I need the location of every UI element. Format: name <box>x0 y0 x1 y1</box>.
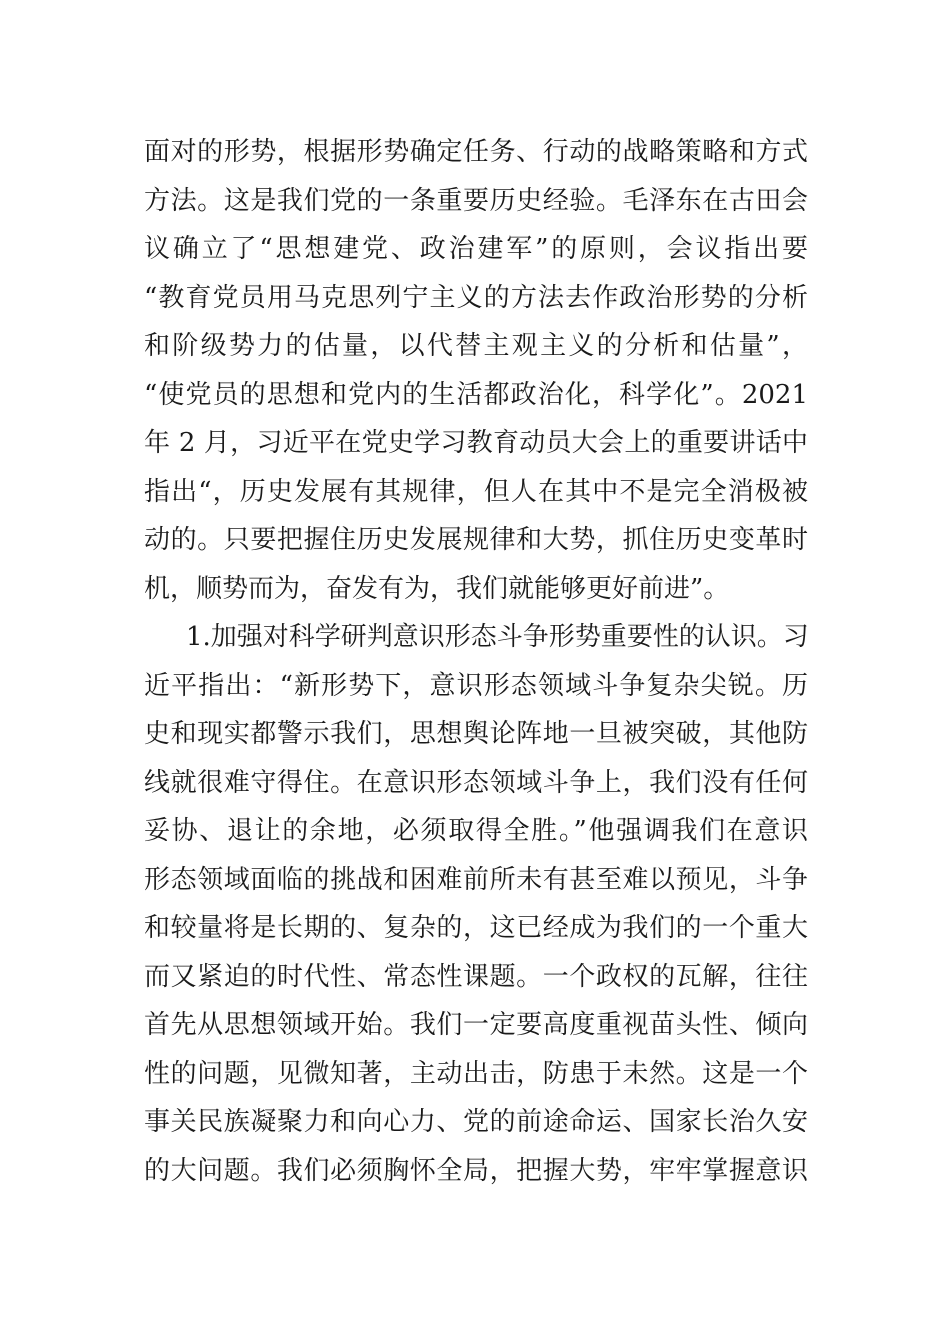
text-line: 和阶级势力的估量，以代替主观主义的分析和估量”， <box>144 331 808 361</box>
text-line: 性的问题，见微知著，主动出击，防患于未然。这是一个 <box>144 1058 808 1089</box>
text-line: 动的。只要把握住历史发展规律和大势，抓住历史变革时 <box>144 525 808 555</box>
text-line: 事关民族凝聚力和向心力、党的前途命运、国家长治久安 <box>144 1107 808 1137</box>
text-line: 机，顺势而为，奋发有为，我们就能够更好前进”。 <box>144 573 730 604</box>
text-line: 的大问题。我们必须胸怀全局，把握大势，牢牢掌握意识 <box>144 1155 808 1186</box>
text-line: “教育党员用马克思列宁主义的方法去作政治形势的分析 <box>144 282 808 313</box>
text-line: 妥协、退让的余地，必须取得全胜。”他强调我们在意识 <box>144 816 808 846</box>
text-line: 史和现实都警示我们，思想舆论阵地一旦被突破，其他防 <box>144 719 808 749</box>
text-line: 指出“，历史发展有其规律，但人在其中不是完全消极被 <box>144 476 808 507</box>
text-line: 面对的形势，根据形势确定任务、行动的战略策略和方式 <box>144 137 808 167</box>
section-heading-line: 1.加强对科学研判意识形态斗争形势重要性的认识。习 <box>186 622 809 652</box>
body-text <box>144 128 808 1195</box>
text-line: 近平指出：“新形势下，意识形态领域斗争复杂尖锐。历 <box>144 670 808 701</box>
text-line: 方法。这是我们党的一条重要历史经验。毛泽东在古田会 <box>144 185 808 216</box>
text-line: “使党员的思想和党内的生活都政治化，科学化”。2021 <box>144 379 808 410</box>
text-line: 线就很难守得住。在意识形态领域斗争上，我们没有任何 <box>144 767 808 798</box>
text-line: 而又紧迫的时代性、常态性课题。一个政权的瓦解，往往 <box>144 961 808 992</box>
text-line: 和较量将是长期的、复杂的，这已经成为我们的一个重大 <box>144 913 808 943</box>
text-line: 年 2 月，习近平在党史学习教育动员大会上的重要讲话中 <box>144 428 808 458</box>
text-line: 形态领域面临的挑战和困难前所未有甚至难以预见，斗争 <box>144 864 808 895</box>
text-line: 首先从思想领域开始。我们一定要高度重视苗头性、倾向 <box>144 1010 808 1040</box>
text-line: 议确立了“思想建党、政治建军”的原则，会议指出要 <box>144 234 808 264</box>
